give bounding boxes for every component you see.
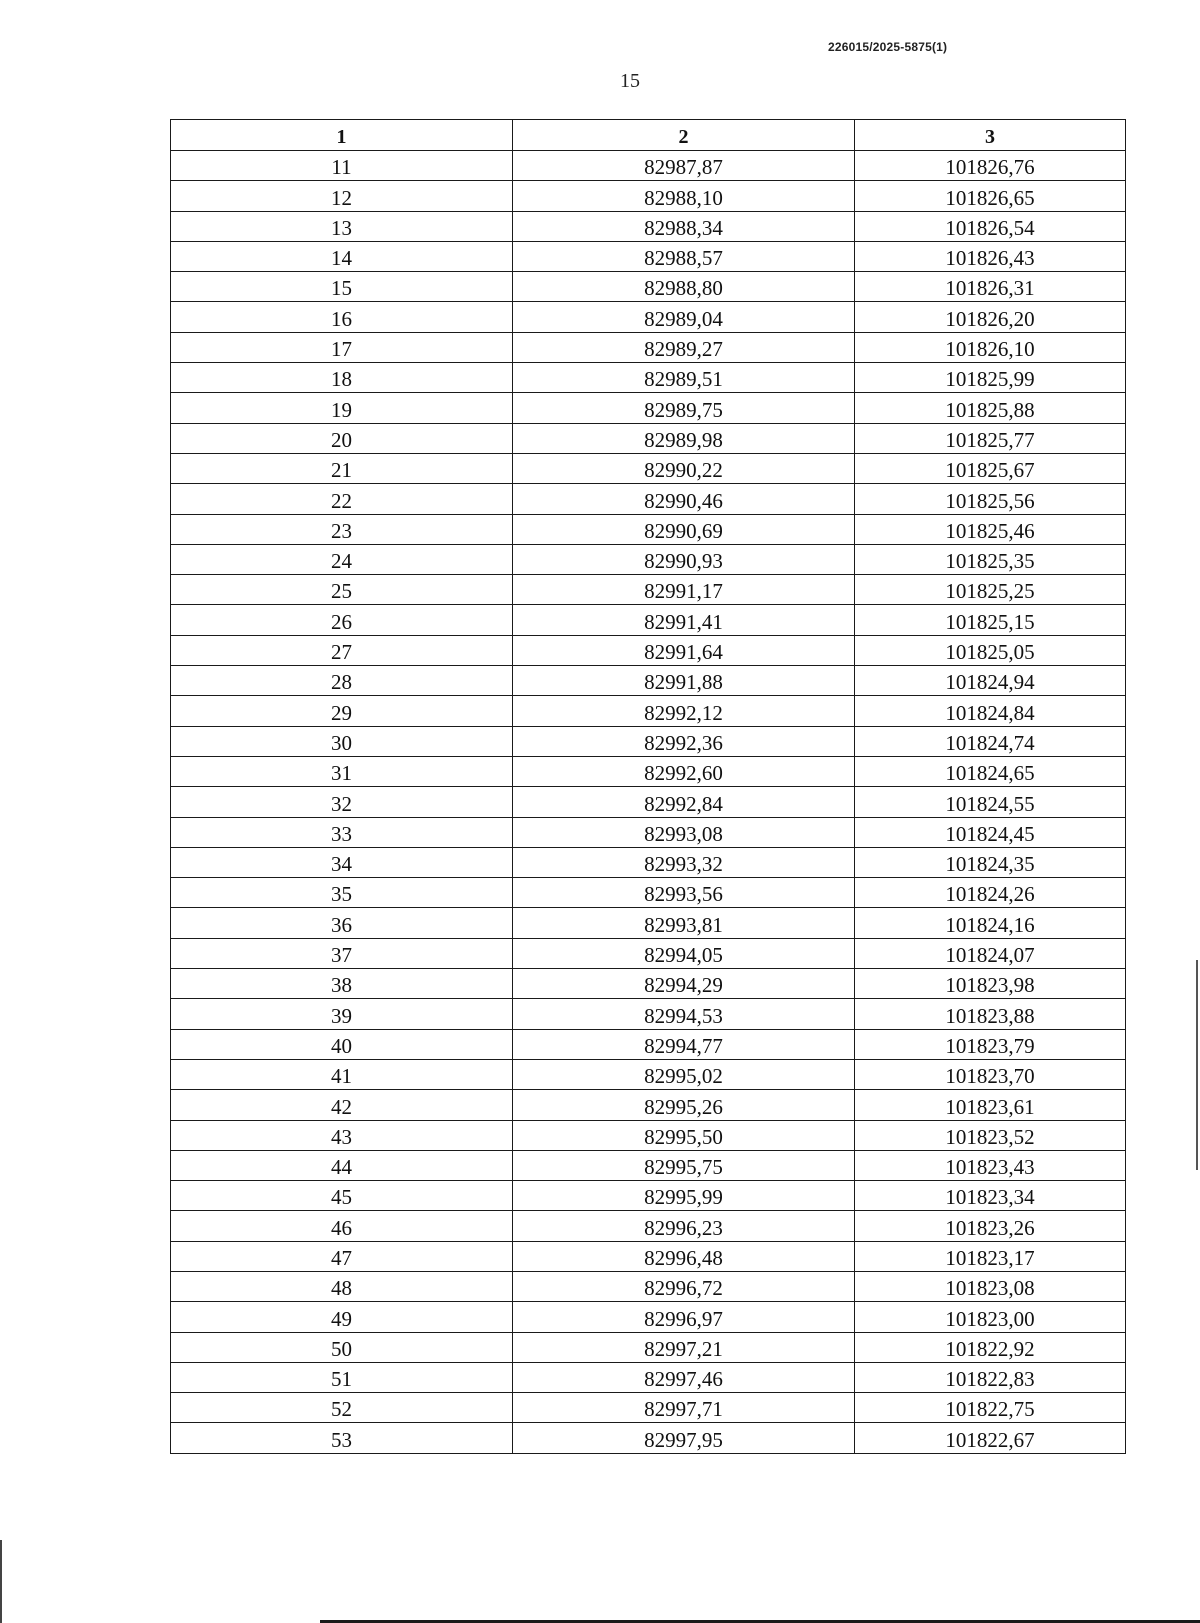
x-coordinate-cell: 82993,81 bbox=[513, 908, 855, 938]
point-number-cell: 22 bbox=[171, 484, 513, 514]
point-number-cell: 25 bbox=[171, 575, 513, 605]
table-header bbox=[171, 120, 1126, 151]
table-row bbox=[171, 1090, 1126, 1120]
y-coordinate-cell: 101822,92 bbox=[855, 1332, 1126, 1362]
point-number-cell: 39 bbox=[171, 999, 513, 1029]
y-coordinate-cell: 101825,46 bbox=[855, 514, 1126, 544]
point-number-cell: 11 bbox=[171, 151, 513, 181]
table-row bbox=[171, 544, 1126, 574]
x-coordinate-cell: 82989,75 bbox=[513, 393, 855, 423]
y-coordinate-cell: 101824,07 bbox=[855, 938, 1126, 968]
x-coordinate-cell: 82988,10 bbox=[513, 181, 855, 211]
y-coordinate-cell: 101824,45 bbox=[855, 817, 1126, 847]
table-row bbox=[171, 393, 1126, 423]
x-coordinate-cell: 82993,32 bbox=[513, 847, 855, 877]
document-registration-number: 226015/2025-5875(1) bbox=[828, 40, 948, 54]
table-row bbox=[171, 1271, 1126, 1301]
table-row bbox=[171, 756, 1126, 786]
point-number-cell: 18 bbox=[171, 363, 513, 393]
point-number-cell: 32 bbox=[171, 787, 513, 817]
y-coordinate-cell: 101825,99 bbox=[855, 363, 1126, 393]
x-coordinate-cell: 82996,48 bbox=[513, 1241, 855, 1271]
y-coordinate-cell: 101825,77 bbox=[855, 423, 1126, 453]
table-row bbox=[171, 575, 1126, 605]
y-coordinate-cell: 101825,67 bbox=[855, 453, 1126, 483]
x-coordinate-cell: 82995,75 bbox=[513, 1150, 855, 1180]
x-coordinate-cell: 82991,17 bbox=[513, 575, 855, 605]
y-coordinate-cell: 101826,76 bbox=[855, 151, 1126, 181]
table-row bbox=[171, 1423, 1126, 1453]
x-coordinate-cell: 82987,87 bbox=[513, 151, 855, 181]
y-coordinate-cell: 101825,15 bbox=[855, 605, 1126, 635]
table-row bbox=[171, 272, 1126, 302]
point-number-cell: 28 bbox=[171, 666, 513, 696]
y-coordinate-cell: 101823,00 bbox=[855, 1302, 1126, 1332]
x-coordinate-cell: 82989,04 bbox=[513, 302, 855, 332]
x-coordinate-cell: 82995,99 bbox=[513, 1181, 855, 1211]
table-row bbox=[171, 241, 1126, 271]
table-row bbox=[171, 1302, 1126, 1332]
point-number-cell: 46 bbox=[171, 1211, 513, 1241]
table-row bbox=[171, 726, 1126, 756]
y-coordinate-cell: 101826,54 bbox=[855, 211, 1126, 241]
point-number-cell: 24 bbox=[171, 544, 513, 574]
coordinates-table bbox=[170, 119, 1126, 1454]
x-coordinate-cell: 82988,34 bbox=[513, 211, 855, 241]
x-coordinate-cell: 82991,64 bbox=[513, 635, 855, 665]
table-row bbox=[171, 666, 1126, 696]
table-row bbox=[171, 1150, 1126, 1180]
y-coordinate-cell: 101825,88 bbox=[855, 393, 1126, 423]
y-coordinate-cell: 101823,61 bbox=[855, 1090, 1126, 1120]
point-number-cell: 47 bbox=[171, 1241, 513, 1271]
point-number-cell: 31 bbox=[171, 756, 513, 786]
x-coordinate-cell: 82988,80 bbox=[513, 272, 855, 302]
y-coordinate-cell: 101824,26 bbox=[855, 878, 1126, 908]
x-coordinate-cell: 82994,53 bbox=[513, 999, 855, 1029]
table-body bbox=[171, 151, 1126, 1454]
point-number-cell: 29 bbox=[171, 696, 513, 726]
x-coordinate-cell: 82996,97 bbox=[513, 1302, 855, 1332]
x-coordinate-cell: 82997,71 bbox=[513, 1393, 855, 1423]
y-coordinate-cell: 101826,65 bbox=[855, 181, 1126, 211]
y-coordinate-cell: 101824,65 bbox=[855, 756, 1126, 786]
x-coordinate-cell: 82994,77 bbox=[513, 1029, 855, 1059]
y-coordinate-cell: 101823,98 bbox=[855, 969, 1126, 999]
point-number-cell: 53 bbox=[171, 1423, 513, 1453]
x-coordinate-cell: 82992,84 bbox=[513, 787, 855, 817]
y-coordinate-cell: 101823,79 bbox=[855, 1029, 1126, 1059]
y-coordinate-cell: 101825,56 bbox=[855, 484, 1126, 514]
table-row bbox=[171, 423, 1126, 453]
y-coordinate-cell: 101824,35 bbox=[855, 847, 1126, 877]
x-coordinate-cell: 82996,72 bbox=[513, 1271, 855, 1301]
x-coordinate-cell: 82992,36 bbox=[513, 726, 855, 756]
table-row bbox=[171, 938, 1126, 968]
table-row bbox=[171, 1241, 1126, 1271]
x-coordinate-cell: 82993,08 bbox=[513, 817, 855, 847]
x-coordinate-cell: 82990,69 bbox=[513, 514, 855, 544]
point-number-cell: 35 bbox=[171, 878, 513, 908]
point-number-cell: 21 bbox=[171, 453, 513, 483]
table-row bbox=[171, 1393, 1126, 1423]
y-coordinate-cell: 101822,83 bbox=[855, 1362, 1126, 1392]
y-coordinate-cell: 101822,67 bbox=[855, 1423, 1126, 1453]
table-row bbox=[171, 1120, 1126, 1150]
table-row bbox=[171, 181, 1126, 211]
table-row bbox=[171, 514, 1126, 544]
x-coordinate-cell: 82992,12 bbox=[513, 696, 855, 726]
point-number-cell: 41 bbox=[171, 1059, 513, 1089]
point-number-cell: 14 bbox=[171, 241, 513, 271]
y-coordinate-cell: 101823,17 bbox=[855, 1241, 1126, 1271]
column-header-3: 3 bbox=[855, 120, 1126, 151]
x-coordinate-cell: 82989,51 bbox=[513, 363, 855, 393]
table-row bbox=[171, 908, 1126, 938]
scan-left-edge bbox=[0, 1540, 2, 1623]
point-number-cell: 48 bbox=[171, 1271, 513, 1301]
x-coordinate-cell: 82995,02 bbox=[513, 1059, 855, 1089]
point-number-cell: 43 bbox=[171, 1120, 513, 1150]
point-number-cell: 38 bbox=[171, 969, 513, 999]
x-coordinate-cell: 82991,88 bbox=[513, 666, 855, 696]
x-coordinate-cell: 82997,95 bbox=[513, 1423, 855, 1453]
table-row bbox=[171, 696, 1126, 726]
table-row bbox=[171, 1029, 1126, 1059]
table-row bbox=[171, 635, 1126, 665]
point-number-cell: 51 bbox=[171, 1362, 513, 1392]
y-coordinate-cell: 101825,25 bbox=[855, 575, 1126, 605]
y-coordinate-cell: 101824,94 bbox=[855, 666, 1126, 696]
y-coordinate-cell: 101826,43 bbox=[855, 241, 1126, 271]
x-coordinate-cell: 82994,29 bbox=[513, 969, 855, 999]
x-coordinate-cell: 82996,23 bbox=[513, 1211, 855, 1241]
point-number-cell: 34 bbox=[171, 847, 513, 877]
x-coordinate-cell: 82992,60 bbox=[513, 756, 855, 786]
table-row bbox=[171, 1362, 1126, 1392]
point-number-cell: 13 bbox=[171, 211, 513, 241]
y-coordinate-cell: 101825,35 bbox=[855, 544, 1126, 574]
y-coordinate-cell: 101824,74 bbox=[855, 726, 1126, 756]
x-coordinate-cell: 82988,57 bbox=[513, 241, 855, 271]
point-number-cell: 44 bbox=[171, 1150, 513, 1180]
y-coordinate-cell: 101826,31 bbox=[855, 272, 1126, 302]
point-number-cell: 40 bbox=[171, 1029, 513, 1059]
table-row bbox=[171, 1059, 1126, 1089]
y-coordinate-cell: 101823,26 bbox=[855, 1211, 1126, 1241]
y-coordinate-cell: 101823,52 bbox=[855, 1120, 1126, 1150]
table-row bbox=[171, 151, 1126, 181]
y-coordinate-cell: 101823,70 bbox=[855, 1059, 1126, 1089]
y-coordinate-cell: 101826,10 bbox=[855, 332, 1126, 362]
point-number-cell: 26 bbox=[171, 605, 513, 635]
table-row bbox=[171, 847, 1126, 877]
point-number-cell: 36 bbox=[171, 908, 513, 938]
scan-right-edge bbox=[1196, 960, 1198, 1170]
table-row bbox=[171, 817, 1126, 847]
point-number-cell: 45 bbox=[171, 1181, 513, 1211]
y-coordinate-cell: 101825,05 bbox=[855, 635, 1126, 665]
x-coordinate-cell: 82991,41 bbox=[513, 605, 855, 635]
y-coordinate-cell: 101823,88 bbox=[855, 999, 1126, 1029]
point-number-cell: 12 bbox=[171, 181, 513, 211]
x-coordinate-cell: 82995,50 bbox=[513, 1120, 855, 1150]
table-row bbox=[171, 332, 1126, 362]
x-coordinate-cell: 82993,56 bbox=[513, 878, 855, 908]
y-coordinate-cell: 101824,84 bbox=[855, 696, 1126, 726]
table-row bbox=[171, 1211, 1126, 1241]
point-number-cell: 52 bbox=[171, 1393, 513, 1423]
table-row bbox=[171, 302, 1126, 332]
x-coordinate-cell: 82990,22 bbox=[513, 453, 855, 483]
y-coordinate-cell: 101826,20 bbox=[855, 302, 1126, 332]
y-coordinate-cell: 101823,43 bbox=[855, 1150, 1126, 1180]
x-coordinate-cell: 82990,93 bbox=[513, 544, 855, 574]
point-number-cell: 37 bbox=[171, 938, 513, 968]
table-header-row bbox=[171, 120, 1126, 151]
point-number-cell: 49 bbox=[171, 1302, 513, 1332]
table-row bbox=[171, 363, 1126, 393]
table-row bbox=[171, 605, 1126, 635]
x-coordinate-cell: 82995,26 bbox=[513, 1090, 855, 1120]
point-number-cell: 42 bbox=[171, 1090, 513, 1120]
y-coordinate-cell: 101824,55 bbox=[855, 787, 1126, 817]
x-coordinate-cell: 82994,05 bbox=[513, 938, 855, 968]
point-number-cell: 19 bbox=[171, 393, 513, 423]
point-number-cell: 27 bbox=[171, 635, 513, 665]
x-coordinate-cell: 82989,27 bbox=[513, 332, 855, 362]
table-row bbox=[171, 787, 1126, 817]
point-number-cell: 20 bbox=[171, 423, 513, 453]
y-coordinate-cell: 101823,08 bbox=[855, 1271, 1126, 1301]
column-header-2: 2 bbox=[513, 120, 855, 151]
table-row bbox=[171, 1181, 1126, 1211]
point-number-cell: 23 bbox=[171, 514, 513, 544]
column-header-1: 1 bbox=[171, 120, 513, 151]
point-number-cell: 33 bbox=[171, 817, 513, 847]
y-coordinate-cell: 101823,34 bbox=[855, 1181, 1126, 1211]
table-row bbox=[171, 211, 1126, 241]
y-coordinate-cell: 101822,75 bbox=[855, 1393, 1126, 1423]
x-coordinate-cell: 82989,98 bbox=[513, 423, 855, 453]
point-number-cell: 50 bbox=[171, 1332, 513, 1362]
coordinates-table-container bbox=[170, 119, 1125, 1454]
y-coordinate-cell: 101824,16 bbox=[855, 908, 1126, 938]
table-row bbox=[171, 969, 1126, 999]
table-row bbox=[171, 878, 1126, 908]
page-number: 15 bbox=[620, 70, 640, 92]
point-number-cell: 17 bbox=[171, 332, 513, 362]
point-number-cell: 15 bbox=[171, 272, 513, 302]
x-coordinate-cell: 82997,21 bbox=[513, 1332, 855, 1362]
point-number-cell: 30 bbox=[171, 726, 513, 756]
table-row bbox=[171, 453, 1126, 483]
table-row bbox=[171, 1332, 1126, 1362]
point-number-cell: 16 bbox=[171, 302, 513, 332]
x-coordinate-cell: 82997,46 bbox=[513, 1362, 855, 1392]
x-coordinate-cell: 82990,46 bbox=[513, 484, 855, 514]
table-row bbox=[171, 484, 1126, 514]
table-row bbox=[171, 999, 1126, 1029]
